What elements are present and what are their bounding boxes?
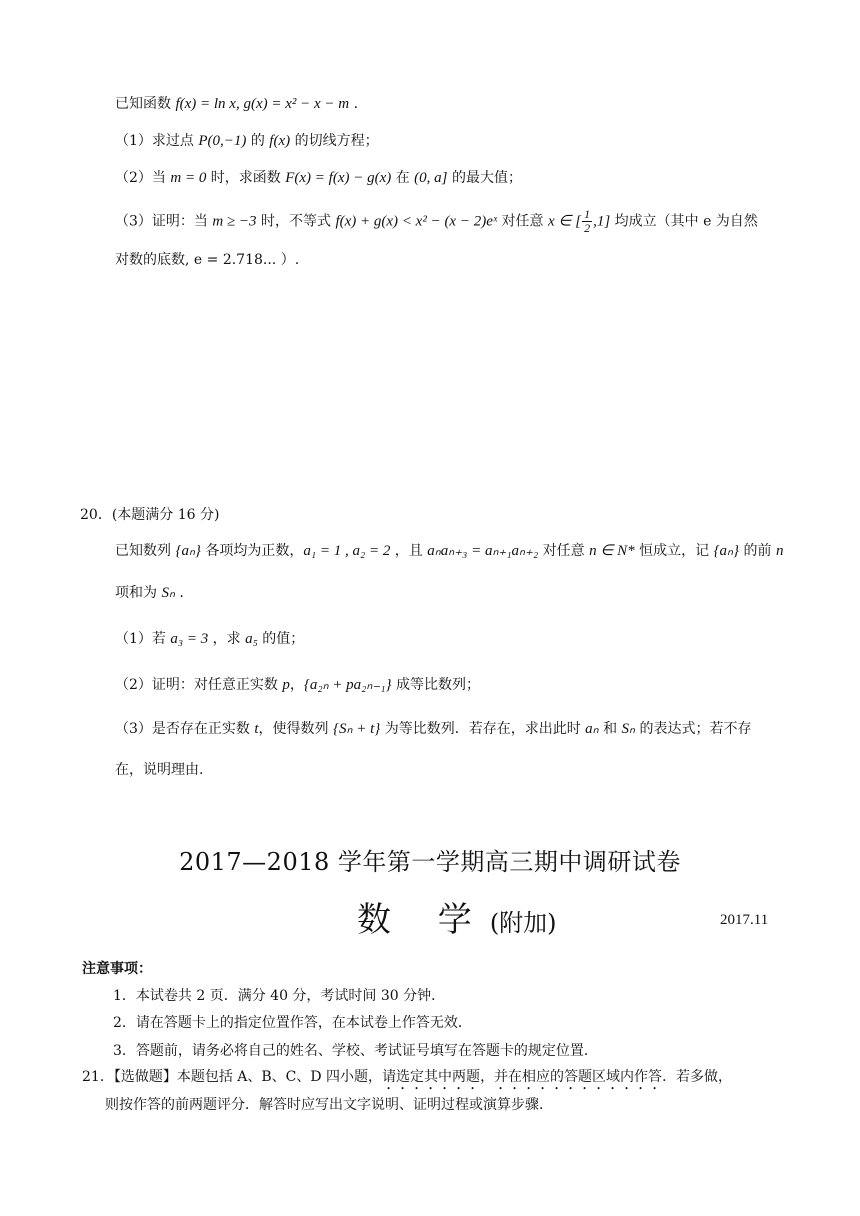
q19-p3-fraction [582, 208, 592, 235]
q20-cont-b: . [174, 585, 184, 601]
q19-p3-text-c: 对任意 [497, 213, 549, 230]
q20-intro-c: ，且 [390, 543, 428, 559]
q19-p2-text-c: 在 [391, 170, 415, 186]
q20-p3-an: aₙ [585, 721, 599, 737]
notice-heading: 注意事项： [82, 961, 152, 977]
q20-intro-cont [115, 583, 184, 603]
q19-p3-text-b: 时，不等式 [256, 213, 336, 230]
q20-p2-b: ， [289, 677, 304, 693]
q20-seq: {aₙ} [175, 543, 201, 559]
q19-p1-text-c: 的切线方程； [290, 133, 379, 149]
q19-p3-interval-end: ,1] [593, 213, 611, 230]
q19-p1-func: f(x) [269, 133, 291, 149]
q21-line1 [82, 1067, 732, 1093]
q19-intro [115, 94, 358, 114]
q20-intro-d: 对任意 [538, 543, 590, 559]
q19-p3-interval-start: x ∈ [ [548, 213, 582, 230]
q20-p1-b: ，求 [208, 631, 246, 647]
q20-p1-c: 的值； [257, 631, 305, 647]
q19-p1-text-b: 的 [246, 133, 270, 149]
q19-intro-text: 已知函数 [115, 96, 176, 112]
q19-p2-text-b: 时，求函数 [206, 170, 286, 186]
notice-item-2: 2．请在答题卡上的指定位置作答，在本试卷上作答无效． [113, 1015, 472, 1031]
q19-function-def: f(x) = ln x, g(x) = x² − x − m [175, 96, 350, 112]
q19-p3-text-a: （3）证明：当 [115, 213, 213, 230]
q20-p3-d: 和 [598, 721, 622, 737]
q19-intro-end: . [349, 96, 359, 112]
q20-seq-2: {aₙ} [713, 543, 740, 559]
q20-part2 [115, 675, 480, 695]
q19-p3-text-d: 均成立（其中 e 为自然 [610, 213, 758, 230]
q20-p2-p: p [282, 677, 290, 693]
q19-p2-interval: (0, a] [414, 170, 448, 186]
q20-cont-a: 项和为 [115, 585, 162, 601]
q19-p2-text-d: 的最大值； [447, 170, 522, 186]
q19-p2-text-a: （2）当 [115, 170, 171, 186]
q19-part1 [115, 131, 379, 151]
q20-p3-t: t [254, 721, 259, 737]
q20-p3-e: 的表达式；若不存 [635, 721, 752, 737]
q19-part3 [115, 208, 758, 235]
q20-p3-sn: Sₙ [621, 721, 636, 737]
q21-emphasis-1: 请选定其中两题 [382, 1069, 481, 1085]
exam-date: 2017.11 [720, 912, 769, 928]
exam-title: 2017—2018 学年第一学期高三期中调研试卷 [179, 848, 681, 876]
q21-text-b: ， [480, 1069, 495, 1085]
q20-intro [115, 541, 783, 561]
q20-p2-seq: {a₂ₙ + pa₂ₙ₋₁} [303, 677, 392, 693]
q21-text-a: 21．【选做题】本题包括 A、B、C、D 四小题， [82, 1069, 383, 1085]
fraction-numerator: 1 [584, 207, 591, 221]
q20-p3-seq: {Sₙ + t} [332, 721, 381, 737]
q20-p3-c: 为等比数列．若存在，求出此时 [380, 721, 586, 737]
exam-subject [357, 892, 557, 941]
q20-sum: Sₙ [161, 585, 175, 601]
q20-intro-e: 恒成立，记 [634, 543, 714, 559]
exam-subject-name: 数 学 [357, 900, 490, 940]
q20-p3-a: （3）是否存在正实数 [115, 721, 255, 737]
q20-n: n [775, 543, 784, 559]
q19-p3-cond: m ≥ −3 [212, 213, 257, 230]
q20-intro-b: 各项均为正数， [200, 543, 304, 559]
q21-line2: 则按作答的前两题评分．解答时应写出文字说明、证明过程或演算步骤． [105, 1097, 553, 1113]
q20-header: 20．(本题满分 16 分) [80, 507, 220, 523]
q20-p2-a: （2）证明：对任意正实数 [115, 677, 283, 693]
q21-text-c: ．若多做， [662, 1069, 733, 1085]
q19-part2 [115, 168, 522, 188]
q20-part1 [115, 629, 304, 649]
notice-item-1: 1．本试卷共 2 页．满分 40 分，考试时间 30 分钟． [113, 988, 446, 1004]
q19-p3-continuation: 对数的底数, e = 2.718... ）. [115, 252, 300, 268]
q20-p1-a: （1）若 [115, 631, 171, 647]
notice-item-3: 3．答题前，请务必将自己的姓名、学校、考试证号填写在答题卡的规定位置． [113, 1043, 598, 1059]
q19-part3-cont [115, 250, 299, 270]
fraction-denominator: 2 [584, 221, 591, 235]
q20-part3-cont [115, 760, 203, 780]
q19-p1-text-a: （1）求过点 [115, 133, 199, 149]
q19-p1-point: P(0,−1) [198, 133, 247, 149]
q19-p2-func: F(x) = f(x) − g(x) [285, 170, 392, 186]
q20-domain: n ∈ N* [589, 543, 635, 559]
q20-recurrence: aₙaₙ₊₃ = aₙ₊₁aₙ₊₂ [427, 543, 539, 559]
q21-emphasis-2: 并在相应的答题区域内作答 [494, 1069, 663, 1085]
q20-intro-a: 已知数列 [115, 543, 176, 559]
q20-intro-f: 的前 [739, 543, 776, 559]
q20-p2-c: 成等比数列； [391, 677, 480, 693]
q20-part3 [115, 719, 751, 739]
q19-p2-cond: m = 0 [170, 170, 207, 186]
q20-p1-target: a₅ [245, 631, 258, 647]
q20-p3-continuation: 在，说明理由. [115, 762, 204, 778]
q20-initial: a₁ = 1 , a₂ = 2 [303, 543, 391, 559]
q20-p1-cond: a₃ = 3 [170, 631, 209, 647]
exam-subject-suffix: (附加) [489, 909, 557, 937]
q20-p3-b: ，使得数列 [258, 721, 333, 737]
q19-p3-inequality: f(x) + g(x) < x² − (x − 2)eˣ [335, 213, 498, 230]
